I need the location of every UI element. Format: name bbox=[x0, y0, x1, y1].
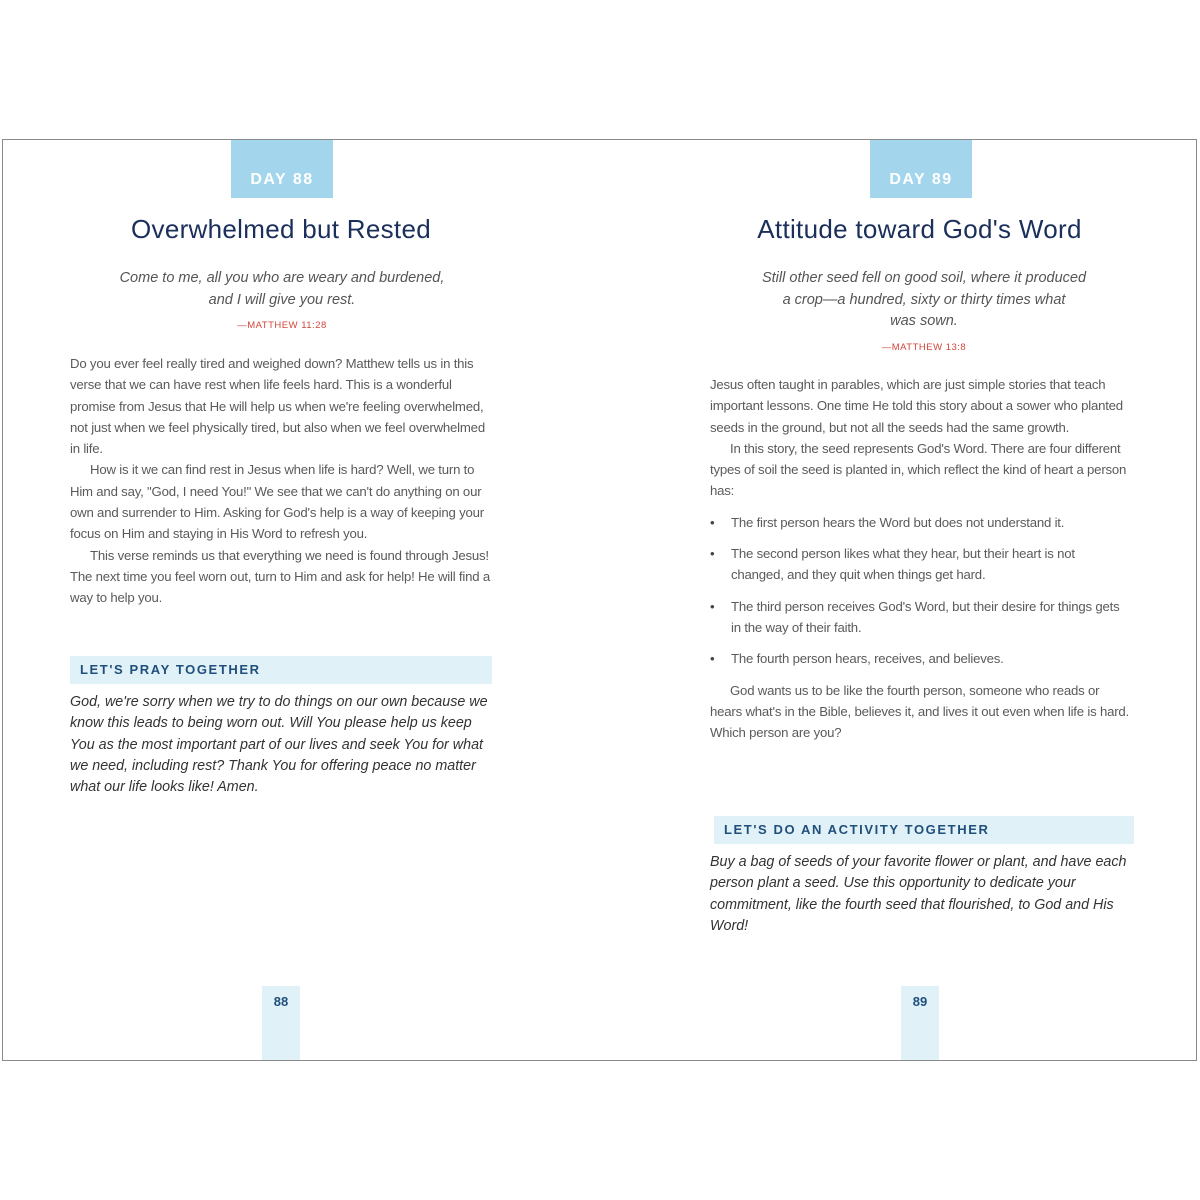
prayer-text: God, we're sorry when we try to do things on our own because we know this leads to being worn out. Will You please help us keep You as the most important part of our lives and seek You for what we need, including rest? Thank You for offering peace no matter what our life looks like! Amen. bbox=[70, 694, 488, 796]
verse-right bbox=[729, 268, 1119, 358]
list-item: • The first person hears the Word but does not understand it. bbox=[710, 512, 1130, 533]
paragraph: How is it we can find rest in Jesus when life is hard? Well, we turn to Him and say, "God, I need You!" We see that we can't do anything on our own and surrender to Him. Asking for God's help is a way of keeping your focus on Him and staying in His Word to refresh you. bbox=[70, 462, 485, 542]
list-item: • The fourth person hears, receives, and believes. bbox=[710, 648, 1130, 669]
right-page bbox=[601, 140, 1197, 1060]
activity-text: Buy a bag of seeds of your favorite flower or plant, and have each person plant a seed. Use this opportunity to dedicate your commitment, like the fourth seed that flourished, to God and His Word! bbox=[710, 854, 1127, 934]
page-title-left: Overwhelmed but Rested bbox=[131, 214, 431, 244]
day-tab-right: DAY 89 bbox=[870, 140, 972, 198]
body-text-right bbox=[710, 374, 1130, 743]
book-spread bbox=[2, 139, 1197, 1061]
bullet-list bbox=[710, 512, 1130, 670]
verse-line: and I will give you rest. bbox=[208, 291, 356, 308]
body-text-left bbox=[70, 353, 490, 609]
paragraph: Jesus often taught in parables, which are just simple stories that teach important lessons. One time He told this story about a sower who planted seeds in the ground, but not all the seeds had the same growth. bbox=[710, 377, 1123, 435]
section-heading-left: LET'S PRAY TOGETHER bbox=[70, 656, 492, 684]
left-page bbox=[3, 140, 601, 1060]
verse-line: was sown. bbox=[890, 313, 958, 329]
page-title-right: Attitude toward God's Word bbox=[757, 214, 1082, 244]
paragraph: This verse reminds us that everything we need is found through Jesus! The next time you feel worn out, turn to Him and ask for help! He will find a way to help you. bbox=[70, 547, 490, 606]
verse-line: Still other seed fell on good soil, where it produced bbox=[761, 270, 1087, 286]
day-tab-left: DAY 88 bbox=[231, 140, 333, 198]
list-item: • The third person receives God's Word, but their desire for things gets in the way of their faith. bbox=[710, 596, 1130, 639]
page-number-left: 88 bbox=[262, 986, 300, 1061]
list-item: • The second person likes what they hear, but their heart is not changed, and they quit when things get hard. bbox=[710, 543, 1130, 586]
verse-reference: —MATTHEW 11:28 bbox=[237, 320, 327, 331]
verse-left bbox=[87, 268, 477, 337]
paragraph: Do you ever feel really tired and weighed down? Matthew tells us in this verse that we can have rest when life feels hard. This is a wonderful promise from Jesus that He will help us when we're feeling overwhelmed, not just when we feel physically tired, but also when we feel overwhelmed in life. bbox=[70, 356, 485, 457]
paragraph: In this story, the seed represents God's Word. There are four different types of soil the seed is planted in, which reflect the kind of heart a person has: bbox=[710, 440, 1127, 499]
page-number-right: 89 bbox=[901, 986, 939, 1061]
paragraph: God wants us to be like the fourth person, someone who reads or hears what's in the Bible, believes it, and lives it out even when life is hard. Which person are you? bbox=[710, 682, 1130, 741]
verse-line: Come to me, all you who are weary and burdened, bbox=[119, 270, 445, 286]
section-heading-right: LET'S DO AN ACTIVITY TOGETHER bbox=[714, 816, 1134, 844]
verse-reference: —MATTHEW 13:8 bbox=[881, 341, 967, 353]
verse-line: a crop—a hundred, sixty or thirty times what bbox=[782, 291, 1066, 308]
